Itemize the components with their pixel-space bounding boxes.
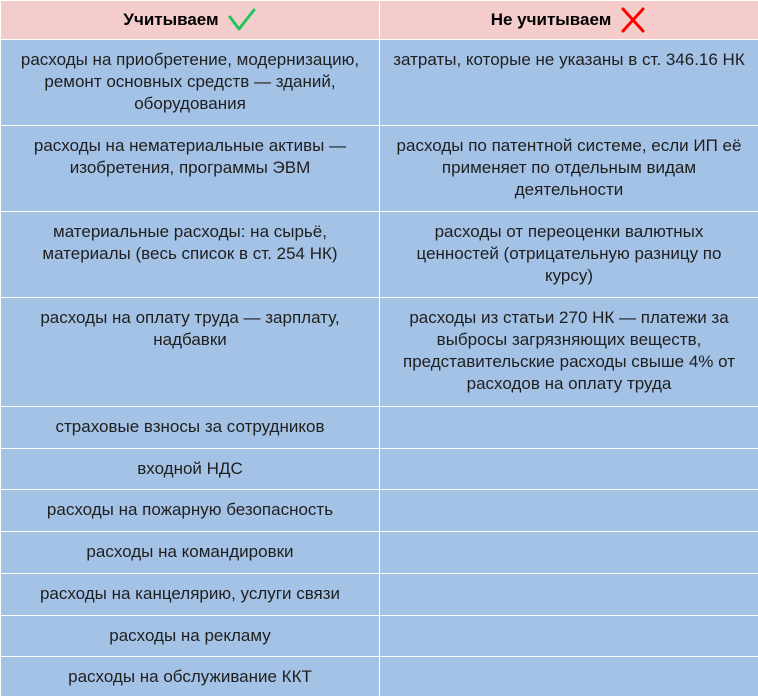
not-accounted-cell <box>380 574 758 616</box>
accounted-cell: материальные расходы: на сырьё, материалы (весь список в ст. 254 НК) <box>1 212 380 298</box>
header-not-accounted <box>380 1 758 40</box>
header-not-accounted-label: Не учитываем <box>491 9 612 31</box>
accounted-cell: расходы на нематериальные активы — изобретения, программы ЭВМ <box>1 126 380 212</box>
table-row <box>1 616 758 657</box>
table-row <box>1 212 758 298</box>
header-accounted-label: Учитываем <box>123 9 218 31</box>
not-accounted-cell <box>380 449 758 490</box>
accounted-cell: расходы на обслуживание ККТ <box>1 657 380 697</box>
header-accounted <box>1 1 380 40</box>
not-accounted-cell <box>380 407 758 449</box>
table-row <box>1 657 758 697</box>
table-row <box>1 298 758 407</box>
accounted-cell: расходы на канцелярию, услуги связи <box>1 574 380 616</box>
accounted-cell: расходы на командировки <box>1 532 380 574</box>
not-accounted-cell: затраты, которые не указаны в ст. 346.16 НК <box>380 40 758 126</box>
check-icon <box>227 7 257 33</box>
accounted-cell: входной НДС <box>1 449 380 490</box>
not-accounted-cell: расходы по патентной системе, если ИП её применяет по отдельным видам деятельности <box>380 126 758 212</box>
table-row <box>1 40 758 126</box>
not-accounted-cell <box>380 657 758 697</box>
cross-icon <box>619 7 647 33</box>
accounted-cell: расходы на приобретение, модернизацию, ремонт основных средств — зданий, оборудования <box>1 40 380 126</box>
table-row <box>1 449 758 490</box>
table-row <box>1 574 758 616</box>
table-row <box>1 490 758 532</box>
accounted-cell: расходы на пожарную безопасность <box>1 490 380 532</box>
table-header-row <box>1 1 758 40</box>
accounted-cell: расходы на рекламу <box>1 616 380 657</box>
table-row <box>1 407 758 449</box>
not-accounted-cell: расходы от переоценки валютных ценностей (отрицательную разницу по курсу) <box>380 212 758 298</box>
not-accounted-cell <box>380 490 758 532</box>
accounted-cell: расходы на оплату труда — зарплату, надбавки <box>1 298 380 407</box>
accounted-cell: страховые взносы за сотрудников <box>1 407 380 449</box>
table-row <box>1 126 758 212</box>
not-accounted-cell <box>380 616 758 657</box>
table-row <box>1 532 758 574</box>
not-accounted-cell: расходы из статьи 270 НК — платежи за выбросы загрязняющих веществ, представительские расходы свыше 4% от расходов на оплату труда <box>380 298 758 407</box>
not-accounted-cell <box>380 532 758 574</box>
